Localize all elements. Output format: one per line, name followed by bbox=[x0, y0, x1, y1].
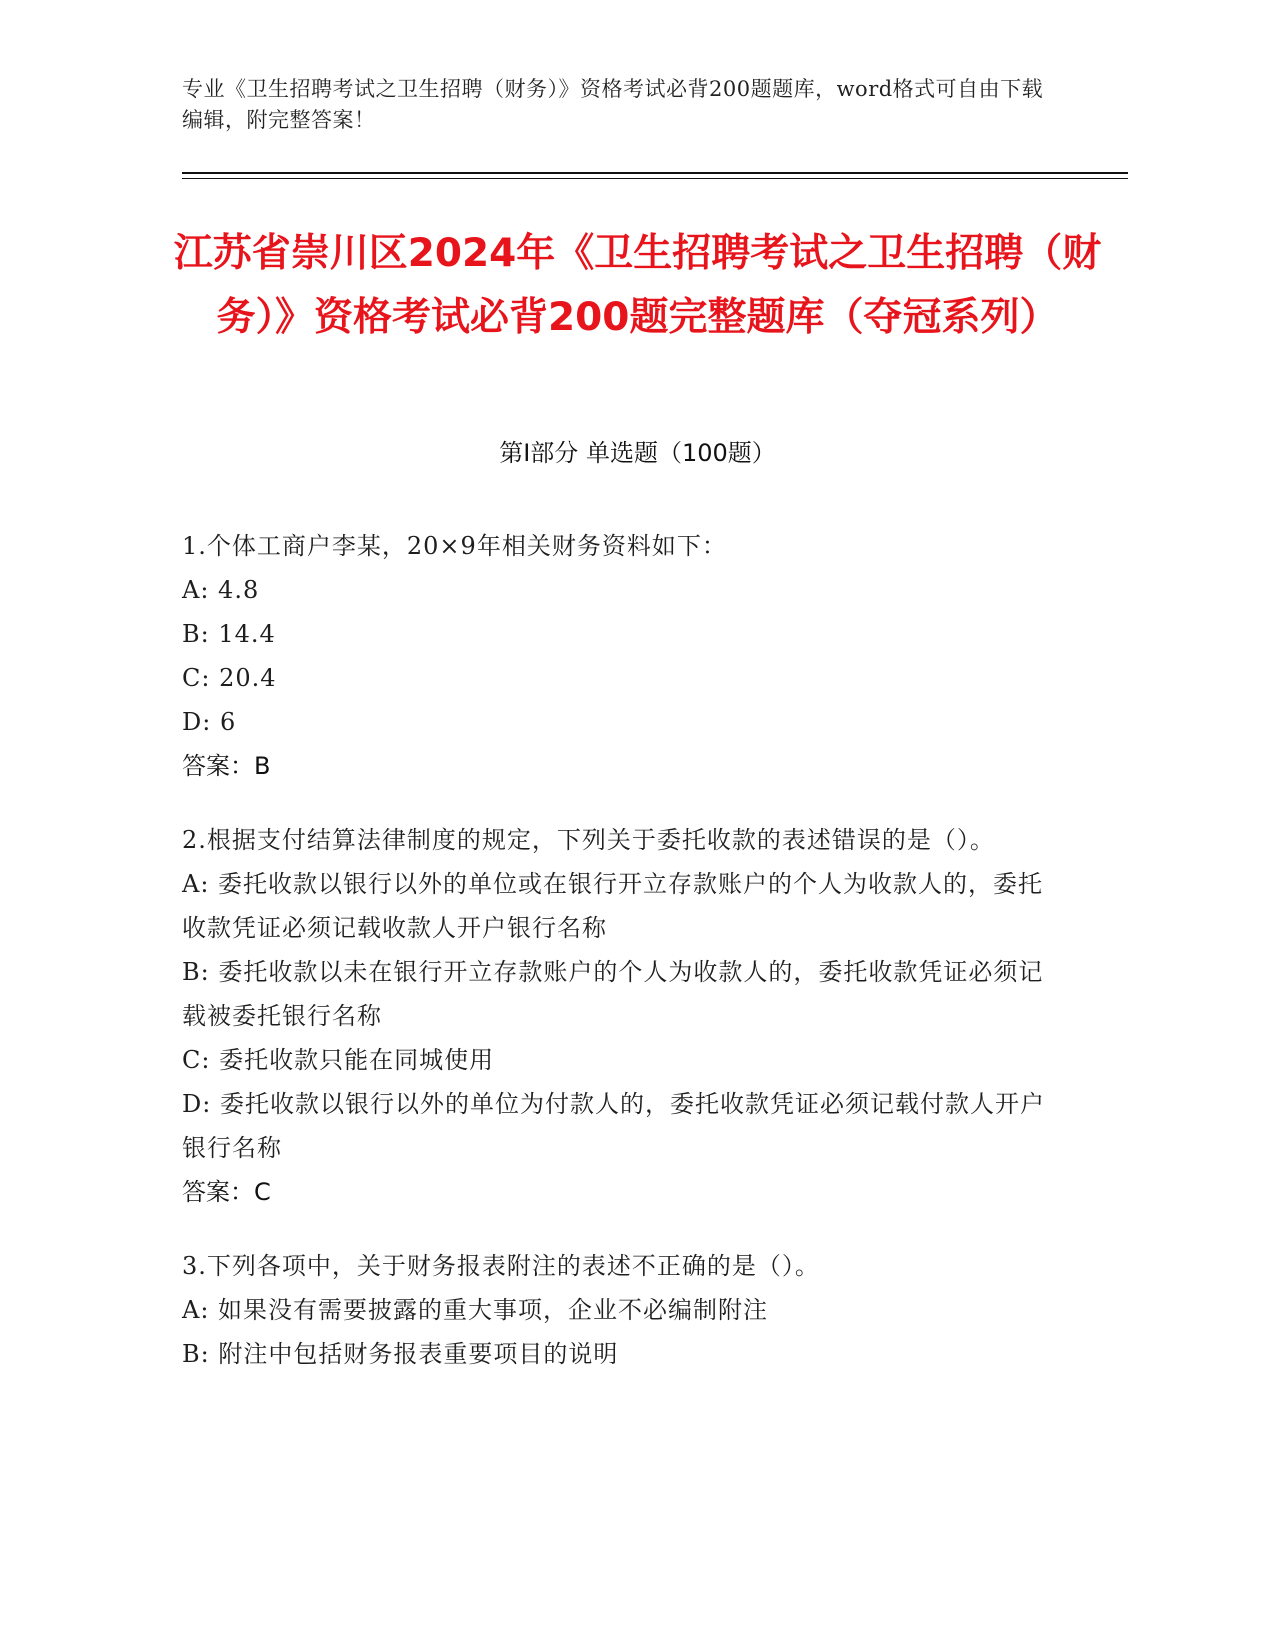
answer: 答案：B bbox=[182, 752, 271, 780]
option-c: C: 20.4 bbox=[182, 664, 277, 692]
question-3 bbox=[182, 1244, 1062, 1376]
answer: 答案：C bbox=[182, 1178, 271, 1206]
option-b: B: 附注中包括财务报表重要项目的说明 bbox=[182, 1340, 619, 1368]
question-stem: 3.下列各项中，关于财务报表附注的表述不正确的是（）。 bbox=[182, 1252, 820, 1280]
section-heading: 第I部分 单选题（100题） bbox=[499, 439, 776, 467]
header-divider-thin bbox=[182, 178, 1128, 179]
option-c: C: 委托收款只能在同城使用 bbox=[182, 1046, 495, 1074]
option-b: B: 14.4 bbox=[182, 620, 276, 648]
question-2 bbox=[182, 818, 1062, 1214]
option-a: A: 4.8 bbox=[182, 576, 260, 604]
option-a: A: 如果没有需要披露的重大事项，企业不必编制附注 bbox=[182, 1296, 769, 1324]
document-title: 江苏省崇川区2024年《卫生招聘考试之卫生招聘（财务）》资格考试必背200题完整题库（夺冠系列） bbox=[173, 231, 1102, 340]
question-list bbox=[182, 524, 1062, 1406]
question-1 bbox=[182, 524, 1062, 788]
header-divider-thick bbox=[182, 172, 1128, 174]
question-stem: 2.根据支付结算法律制度的规定，下列关于委托收款的表述错误的是（）。 bbox=[182, 826, 995, 854]
option-d: D: 6 bbox=[182, 708, 237, 736]
option-d: D: 委托收款以银行以外的单位为付款人的，委托收款凭证必须记载付款人开户银行名称 bbox=[182, 1090, 1045, 1162]
header-note: 专业《卫生招聘考试之卫生招聘（财务）》资格考试必背200题题库，word格式可自由下载编辑，附完整答案！ bbox=[182, 77, 1044, 132]
option-b: B: 委托收款以未在银行开立存款账户的个人为收款人的，委托收款凭证必须记载被委托银行名称 bbox=[182, 958, 1044, 1030]
option-a: A: 委托收款以银行以外的单位或在银行开立存款账户的个人为收款人的，委托收款凭证必须记载收款人开户银行名称 bbox=[182, 870, 1044, 942]
question-stem: 1.个体工商户李某，20×9年相关财务资料如下： bbox=[182, 532, 727, 560]
